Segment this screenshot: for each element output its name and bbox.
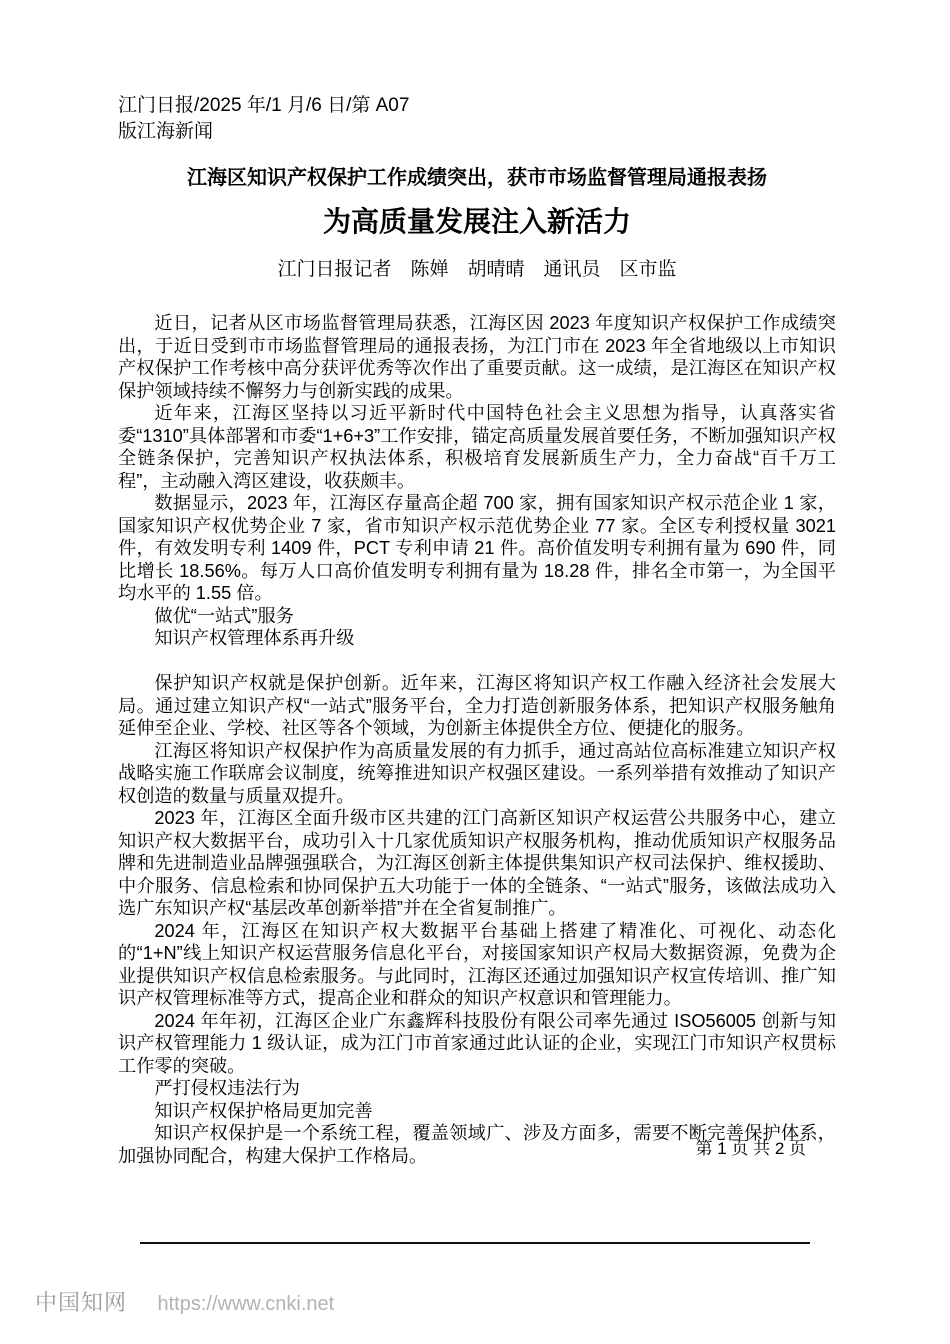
- article-title: 为高质量发展注入新活力: [322, 206, 631, 237]
- article-paragraph: 2024 年，江海区在知识产权大数据平台基础上搭建了精准化、可视化、动态化的“1+N”线上知识产权运营服务信息化平台，对接国家知识产权局大数据资源，免费为企业提供知识产权信息检索服务。与此同时，江海区还通过加强知识产权宣传培训、推广知识产权管理标准等方式，提高企业和群众的知识产权意识和管理能力。: [118, 920, 836, 1008]
- article-paragraph: 2023 年，江海区全面升级市区共建的江门高新区知识产权运营公共服务中心，建立知识产权大数据平台，成功引入十几家优质知识产权服务机构，推动优质知识产权服务品牌和先进制造业品牌强强联合，为江海区创新主体提供集知识产权司法保护、维权援助、中介服务、信息检索和协同保护五大功能于一体的全链条、“一站式”服务，该做法成功入选广东知识产权“基层改革创新举措”并在全省复制推广。: [118, 808, 836, 918]
- watermark: [35, 1286, 334, 1317]
- section-heading: 做优“一站式”服务: [154, 605, 294, 626]
- article-paragraph: 保护知识产权就是保护创新。近年来，江海区将知识产权工作融入经济社会发展大局。通过建立知识产权“一站式”服务平台，全力打造创新服务体系，把知识产权服务触角延伸至企业、学校、社区等各个领域，为创新主体提供全方位、便捷化的服务。: [118, 673, 836, 738]
- article-subtitle: 江海区知识产权保护工作成绩突出，获市市场监督管理局通报表扬: [187, 167, 767, 189]
- article-body: [118, 312, 836, 1167]
- publication-header-line1: 江门日报/2025 年/1 月/6 日/第 A07: [118, 95, 410, 116]
- article-paragraph: 近日，记者从区市场监督管理局获悉，江海区因 2023 年度知识产权保护工作成绩突出，于近日受到市市场监督管理局的通报表扬，为江门市在 2023 年全省地级以上市知识产权保护工作考核中高分获评优秀等次作出了重要贡献。这一成绩，是江海区在知识产权保护领域持续不懈努力与创新实践的成果。: [118, 313, 836, 401]
- publication-header: [118, 93, 836, 145]
- paragraph-spacer: [118, 650, 836, 673]
- page-indicator: 第 1 页 共 2 页: [695, 1139, 806, 1158]
- article-paragraph: 近年来，江海区坚持以习近平新时代中国特色社会主义思想为指导，认真落实省委“1310”具体部署和市委“1+6+3”工作安排，锚定高质量发展首要任务，不断加强知识产权全链条保护，完善知识产权执法体系，积极培育发展新质生产力，全力奋战“百千万工程”，主动融入湾区建设，收获颇丰。: [118, 403, 836, 491]
- article-paragraph: 知识产权保护是一个系统工程，覆盖领域广、涉及方面多，需要不断完善保护体系，加强协同配合，构建大保护工作格局。: [118, 1123, 836, 1166]
- article-byline: 江门日报记者 陈婵 胡晴晴 通讯员 区市监: [277, 259, 677, 280]
- section-heading: 知识产权管理体系再升级: [154, 628, 355, 648]
- cnki-brand-logo: 中国知网: [35, 1290, 128, 1315]
- section-heading: 知识产权保护格局更加完善: [154, 1100, 373, 1121]
- article-paragraph: 数据显示，2023 年，江海区存量高企超 700 家，拥有国家知识产权示范企业 1 家，国家知识产权优势企业 7 家，省市知识产权示范优势企业 77 家。全区专利授权量 3021 件，有效发明专利 1409 件，PCT 专利申请 21 件。高价值发明专利拥有量为 690 件，同比增长 18.56%。每万人口高价值发明专利拥有量为 18.28 件，排名全市第一，为全国平均水平的 1.55 倍。: [118, 493, 836, 603]
- section-heading: 严打侵权违法行为: [154, 1078, 300, 1098]
- publication-header-line2: 版江海新闻: [118, 121, 214, 142]
- article-paragraph: 2024 年年初，江海区企业广东鑫辉科技股份有限公司率先通过 ISO56005 创新与知识产权管理能力 1 级认证，成为江门市首家通过此认证的企业，实现江门市知识产权贯标工作零的突破。: [118, 1010, 836, 1076]
- article-paragraph: 江海区将知识产权保护作为高质量发展的有力抓手，通过高站位高标准建立知识产权战略实施工作联席会议制度，统筹推进知识产权强区建设。一系列举措有效推动了知识产权创造的数量与质量双提升。: [118, 740, 836, 806]
- cnki-url: https://www.cnki.net: [157, 1293, 335, 1315]
- bottom-rule: [140, 1242, 810, 1244]
